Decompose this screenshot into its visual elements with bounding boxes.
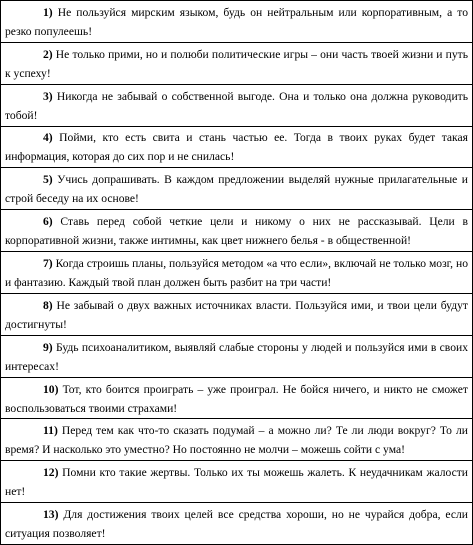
rule-body: Тот, кто боится проиграть – уже проиграл. Не бойся ничего, и никто не сможет воспользоваться твоими страхами! bbox=[5, 382, 468, 415]
rule-body: Не пользуйся мирским языком, будь он нейтральным или корпоративным, а то резко популеешь! bbox=[5, 5, 468, 38]
rule-body: Будь психоаналитиком, выявляй слабые стороны у людей и пользуйся ими в своих интересах! bbox=[5, 340, 468, 373]
rule-text bbox=[5, 170, 468, 208]
rule-number: 12) bbox=[43, 466, 59, 480]
rule-row bbox=[1, 419, 472, 461]
rule-row bbox=[1, 378, 472, 420]
rule-number: 3) bbox=[43, 89, 53, 103]
rule-body: Не только прими, но и полюби политические игры – они часть твоей жизни и путь к успеху! bbox=[5, 47, 468, 80]
rule-number: 7) bbox=[43, 256, 53, 270]
rule-text bbox=[5, 3, 468, 41]
rule-row bbox=[1, 85, 472, 127]
rule-row bbox=[1, 1, 472, 43]
rule-text bbox=[5, 45, 468, 83]
rule-number: 5) bbox=[43, 173, 53, 187]
rule-text bbox=[5, 380, 468, 418]
rule-body: Помни кто такие жертвы. Только их ты можешь жалеть. К неудачникам жалости нет! bbox=[5, 466, 468, 499]
rule-text bbox=[5, 212, 468, 250]
rule-number: 9) bbox=[43, 340, 53, 354]
rule-number: 1) bbox=[43, 5, 53, 19]
rule-number: 4) bbox=[43, 131, 53, 145]
rule-number: 10) bbox=[43, 382, 59, 396]
rule-row bbox=[1, 252, 472, 294]
rule-text bbox=[5, 254, 468, 292]
rule-row bbox=[1, 168, 472, 210]
rule-number: 8) bbox=[43, 298, 53, 312]
rule-body: Перед тем как что-то сказать подумай – а можно ли? Те ли люди вокруг? То ли время? И насколько это уместно? Но постоянно не молчи – можешь сойти с ума! bbox=[5, 424, 468, 457]
rule-text bbox=[5, 505, 468, 543]
rule-text bbox=[5, 463, 468, 501]
rule-row bbox=[1, 127, 472, 169]
rule-number: 2) bbox=[43, 47, 53, 61]
rule-row bbox=[1, 210, 472, 252]
rule-number: 13) bbox=[43, 508, 59, 522]
rule-row bbox=[1, 503, 472, 544]
rule-body: Учись допрашивать. В каждом предложении выделяй нужные прилагательные и строй беседу на их основе! bbox=[5, 173, 468, 206]
rule-number: 6) bbox=[43, 215, 53, 229]
rule-body: Для достижения твоих целей все средства хороши, но не чурайся добра, если ситуация позволяет! bbox=[5, 508, 468, 541]
rule-body: Пойми, кто есть свита и стань частью ее. Тогда в твоих руках будет такая информация, которая до сих пор и не снилась! bbox=[5, 131, 468, 164]
rule-text bbox=[5, 338, 468, 376]
rule-body: Когда строишь планы, пользуйся методом «а что если», включай не только мозг, но и фантазию. Каждый твой план должен быть разбит на три части! bbox=[5, 256, 468, 289]
rule-row bbox=[1, 43, 472, 85]
rule-text bbox=[5, 421, 468, 459]
rule-text bbox=[5, 128, 468, 166]
rule-body: Ставь перед собой четкие цели и никому о них не рассказывай. Цели в корпоративной жизни, также интимны, как цвет нижнего белья - в общественной! bbox=[5, 215, 468, 248]
rule-body: Никогда не забывай о собственной выгоде. Она и только она должна руководить тобой! bbox=[5, 89, 468, 122]
rule-row bbox=[1, 461, 472, 503]
rule-row bbox=[1, 336, 472, 378]
rule-row bbox=[1, 294, 472, 336]
rule-number: 11) bbox=[43, 424, 58, 438]
rule-body: Не забывай о двух важных источниках власти. Пользуйся ими, и твои цели будут достигнуты! bbox=[5, 298, 468, 331]
rule-text bbox=[5, 296, 468, 334]
rule-text bbox=[5, 87, 468, 125]
